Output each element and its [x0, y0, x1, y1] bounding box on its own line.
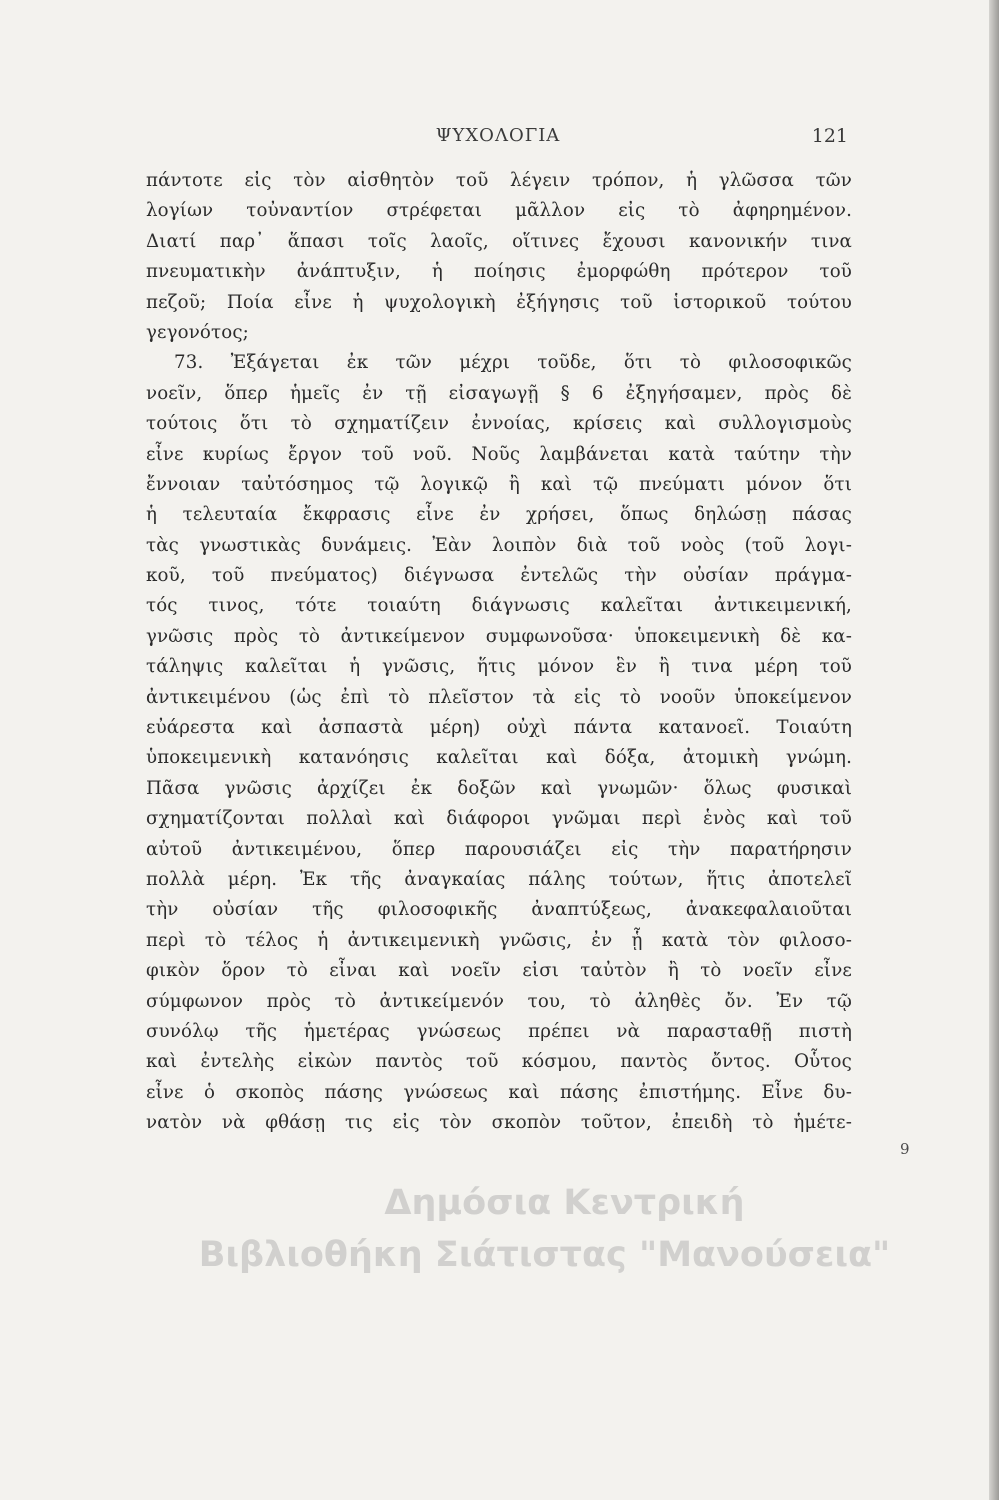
text-line: 73. Ἐξάγεται ἐκ τῶν μέχρι τοῦδε, ὅτι τὸ φιλοσοφικῶς — [174, 352, 852, 374]
text-line: γεγονότος; — [146, 321, 249, 343]
text-line: σχηματίζονται πολλαὶ καὶ διάφοροι γνῶμαι περὶ ἑνὸς καὶ τοῦ — [146, 808, 852, 830]
text-line: ἔννοιαν ταὐτόσημος τῷ λογικῷ ἢ καὶ τῷ πνεύματι μόνον ὅτι — [146, 473, 852, 495]
text-line: πολλὰ μέρη. Ἐκ τῆς ἀναγκαίας πάλης τούτων, ἥτις ἀποτελεῖ — [146, 868, 852, 890]
running-head — [148, 125, 848, 155]
text-line: ὑποκειμενικὴ κατανόησις καλεῖται καὶ δόξα, ἀτομικὴ γνώμη. — [146, 747, 852, 769]
running-title: ΨΥΧΟΛΟΓΙΑ — [435, 125, 561, 146]
text-line: εἶνε κυρίως ἔργον τοῦ νοῦ. Νοῦς λαμβάνεται κατὰ ταύτην τὴν — [146, 443, 852, 465]
text-line: ἀντικειμένου (ὡς ἐπὶ τὸ πλεῖστον τὰ εἰς τὸ νοοῦν ὑποκείμενον — [146, 686, 852, 708]
text-line: συνόλῳ τῆς ἡμετέρας γνώσεως πρέπει νὰ παρασταθῇ πιστὴ — [146, 1020, 852, 1042]
text-line: λογίων τοὐναντίον στρέφεται μᾶλλον εἰς τὸ ἀφηρημένον. — [146, 200, 852, 222]
text-line: τὰς γνωστικὰς δυνάμεις. Ἐὰν λοιπὸν διὰ τοῦ νοὸς (τοῦ λογι- — [146, 534, 852, 556]
text-line: εὐάρεστα καὶ ἀσπαστὰ μέρη) οὐχὶ πάντα κατανοεῖ. Τοιαύτη — [146, 717, 852, 739]
text-line: γνῶσις πρὸς τὸ ἀντικείμενον συμφωνοῦσα· ὑποκειμενικὴ δὲ κα- — [146, 625, 852, 647]
watermark-line-2: Βιβλιοθήκη Σιάτιστας "Μανούσεια" — [198, 1235, 891, 1275]
page-edge-shadow — [989, 0, 999, 1500]
text-line: τὴν οὐσίαν τῆς φιλοσοφικῆς ἀναπτύξεως, ἀνακεφαλαιοῦται — [146, 899, 852, 921]
text-line: πάντοτε εἰς τὸν αἰσθητὸν τοῦ λέγειν τρόπον, ἡ γλῶσσα τῶν — [146, 170, 852, 191]
text-line: τούτοις ὅτι τὸ σχηματίζειν ἐννοίας, κρίσεις καὶ συλλογισμοὺς — [146, 413, 852, 435]
body-text — [146, 166, 852, 1139]
text-line: περὶ τὸ τέλος ἡ ἀντικειμενικὴ γνῶσις, ἐν ᾗ κατὰ τὸν φιλοσο- — [146, 929, 852, 951]
text-line: Διατί παρ᾽ ἅπασι τοῖς λαοῖς, οἵτινες ἔχουσι κανονικήν τινα — [146, 230, 852, 252]
watermark-line-1: Δημόσια Κεντρική — [384, 1183, 745, 1223]
text-line: καὶ ἐντελὴς εἰκὼν παντὸς τοῦ κόσμου, παντὸς ὄντος. Οὗτος — [146, 1051, 852, 1073]
text-line: τάληψις καλεῖται ἡ γνῶσις, ἥτις μόνον ἓν ἢ τινα μέρη τοῦ — [146, 656, 852, 678]
text-line: εἶνε ὁ σκοπὸς πάσης γνώσεως καὶ πάσης ἐπιστήμης. Εἶνε δυ- — [146, 1081, 852, 1103]
text-line: Πᾶσα γνῶσις ἀρχίζει ἐκ δοξῶν καὶ γνωμῶν· ὅλως φυσικαὶ — [146, 777, 852, 799]
text-line: πνευματικὴν ἀνάπτυξιν, ἡ ποίησις ἐμορφώθη πρότερον τοῦ — [146, 261, 852, 283]
text-line: σύμφωνον πρὸς τὸ ἀντικείμενόν του, τὸ ἀληθὲς ὄν. Ἐν τῷ — [146, 990, 852, 1012]
text-line: τός τινος, τότε τοιαύτη διάγνωσις καλεῖται ἀντικειμενική, — [146, 595, 852, 617]
text-line: αὐτοῦ ἀντικειμένου, ὅπερ παρουσιάζει εἰς τὴν παρατήρησιν — [146, 838, 852, 860]
text-line: ἡ τελευταία ἔκφρασις εἶνε ἐν χρήσει, ὅπως δηλώσῃ πάσας — [146, 504, 852, 526]
text-line: νατὸν νὰ φθάσῃ τις εἰς τὸν σκοπὸν τοῦτον, ἐπειδὴ τὸ ἡμέτε- — [146, 1112, 852, 1134]
text-line: νοεῖν, ὅπερ ἡμεῖς ἐν τῇ εἰσαγωγῇ § 6 ἐξηγήσαμεν, πρὸς δὲ — [146, 382, 852, 404]
library-watermark — [0, 1177, 999, 1281]
text-line: φικὸν ὅρον τὸ εἶναι καὶ νοεῖν εἰσι ταὐτὸν ἢ τὸ νοεῖν εἶνε — [146, 960, 852, 982]
text-line: κοῦ, τοῦ πνεύματος) διέγνωσα ἐντελῶς τὴν οὐσίαν πράγμα- — [146, 565, 852, 587]
signature-mark: 9 — [900, 1140, 910, 1158]
text-line: πεζοῦ; Ποία εἶνε ἡ ψυχολογικὴ ἐξήγησις τοῦ ἱστορικοῦ τούτου — [146, 291, 852, 313]
page-number: 121 — [811, 125, 848, 147]
